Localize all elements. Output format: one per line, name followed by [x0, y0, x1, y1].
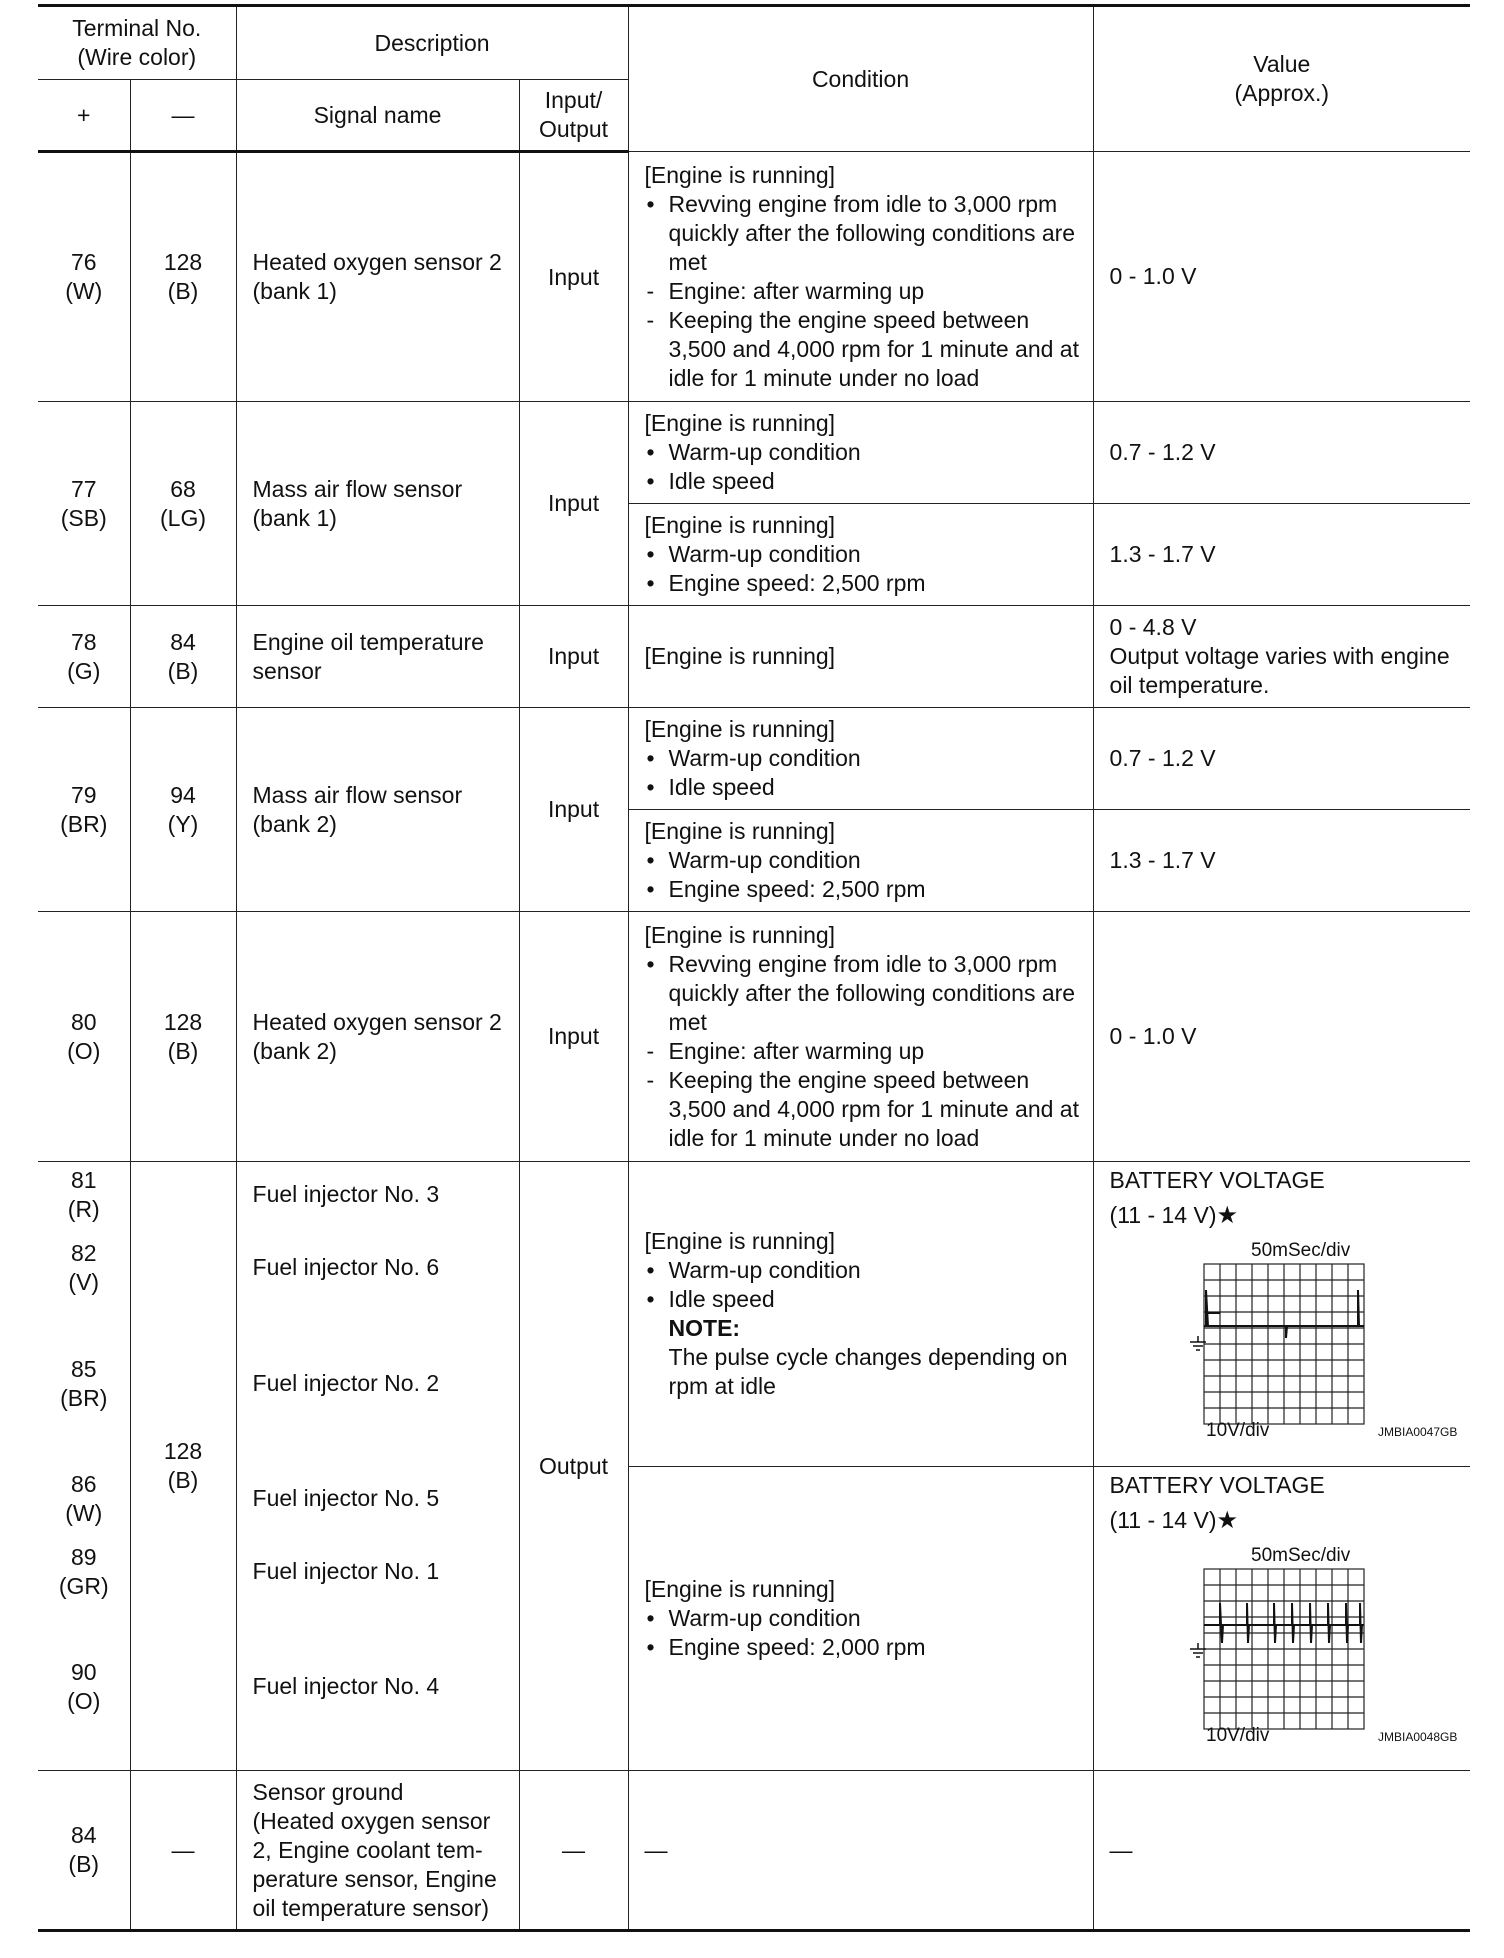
- value-range: (11 - 14 V): [1109, 1506, 1217, 1533]
- signal-name: [236, 606, 519, 708]
- io-cell: Output: [519, 1162, 628, 1771]
- condition-item: - Keeping the engine speed between 3,500 and 4,000 rpm for 1 minute and at idle for 1 minute under no load: [645, 306, 1083, 393]
- terminal-number: 76: [70, 249, 97, 275]
- star-icon: ★: [1216, 1202, 1238, 1229]
- signal-line: Sensor ground: [252, 1778, 404, 1805]
- signal-name-list: [236, 1162, 519, 1771]
- value-line: oil temperature.: [1109, 672, 1270, 698]
- terminal-number: 90: [70, 1659, 97, 1685]
- wire-color: (W): [65, 278, 103, 304]
- signal-line: (bank 1): [252, 278, 337, 304]
- signal-line: perature sensor, Engine: [252, 1865, 497, 1892]
- figure-code: JMBIA0048GB: [1377, 1729, 1457, 1741]
- minus-terminal: [130, 1162, 236, 1771]
- condition-cell: [628, 504, 1093, 606]
- value-line: BATTERY VOLTAGE: [1109, 1471, 1325, 1498]
- condition-item: • Revving engine from idle to 3,000 rpm quickly after the following conditions are met: [645, 950, 1083, 1037]
- value-line: BATTERY VOLTAGE: [1109, 1167, 1325, 1193]
- terminal-number: 79: [70, 781, 97, 808]
- terminal-table: [38, 4, 1470, 1932]
- wire-color: (B): [167, 657, 199, 684]
- condition-head: [Engine is running]: [644, 410, 836, 436]
- terminal-number: 128: [163, 1438, 203, 1464]
- wire-color: (B): [167, 1037, 199, 1064]
- time-scale-label: 50mSec/div: [1250, 1544, 1350, 1566]
- wire-color: (B): [167, 1467, 199, 1493]
- plus-terminal-list: [38, 1162, 130, 1771]
- wire-color: (BR): [60, 810, 108, 837]
- wire-color: (BR): [60, 1385, 108, 1411]
- minus-terminal: [130, 152, 236, 402]
- value-line: [1110, 1506, 1463, 1535]
- terminal-number: 84: [70, 1822, 97, 1848]
- oscilloscope-waveform-2000rpm: [1146, 1539, 1486, 1741]
- signal-name: [236, 402, 519, 606]
- signal-line: (bank 2): [252, 1037, 337, 1064]
- scope-grid: [1204, 1264, 1364, 1424]
- value-cell: [1093, 606, 1470, 708]
- condition-item: • Warm-up condition: [645, 540, 1083, 569]
- terminal-number: 78: [70, 628, 97, 655]
- injector-name: Fuel injector No. 4: [252, 1673, 440, 1699]
- plus-terminal: [38, 912, 130, 1162]
- condition-head: [Engine is running]: [644, 512, 836, 538]
- value-range: (11 - 14 V): [1109, 1202, 1217, 1228]
- io-cell: Input: [519, 708, 628, 912]
- wire-color: (B): [167, 278, 199, 304]
- note-text: The pulse cycle changes depending on rpm at idle: [668, 1343, 1068, 1399]
- condition-head: [Engine is running]: [644, 716, 836, 742]
- injector-terminal: [38, 1355, 130, 1413]
- terminal-number: 128: [163, 1008, 203, 1035]
- condition-head: [Engine is running]: [644, 921, 836, 948]
- condition-item: • Warm-up condition: [645, 438, 1083, 467]
- condition-head: [Engine is running]: [644, 161, 836, 188]
- terminal-number: 84: [170, 628, 196, 655]
- condition-item: • Revving engine from idle to 3,000 rpm quickly after the following conditions are met: [645, 190, 1083, 277]
- condition-item: • Engine speed: 2,500 rpm: [645, 875, 1083, 904]
- terminal-number: 81: [70, 1167, 97, 1193]
- terminal-number: 80: [70, 1008, 97, 1035]
- wire-color: (GR): [58, 1573, 109, 1599]
- plus-terminal: [38, 152, 130, 402]
- signal-line: (bank 1): [252, 504, 337, 531]
- wire-color: (B): [68, 1851, 100, 1877]
- plus-terminal: [38, 1771, 130, 1931]
- terminal-number: 86: [70, 1471, 97, 1497]
- condition-item: - Keeping the engine speed between 3,500 and 4,000 rpm for 1 minute and at idle for 1 minute under no load: [645, 1066, 1083, 1153]
- io-cell: —: [519, 1771, 628, 1931]
- minus-terminal: [130, 606, 236, 708]
- wire-color: (W): [65, 1500, 103, 1526]
- signal-line: Engine oil temperature: [252, 628, 484, 655]
- minus-header: —: [130, 80, 236, 152]
- condition-item: • Warm-up condition: [645, 1604, 1083, 1633]
- terminal-header-line1: Terminal No.: [72, 15, 202, 41]
- signal-line: Heated oxygen sensor 2: [252, 1008, 502, 1035]
- wire-color: (G): [67, 657, 101, 684]
- value-cell: 1.3 - 1.7 V: [1093, 504, 1470, 606]
- minus-terminal: [130, 912, 236, 1162]
- io-header: [519, 80, 628, 152]
- condition-head: [Engine is running]: [644, 1227, 836, 1254]
- condition-header: Condition: [628, 6, 1093, 152]
- condition-head: [Engine is running]: [644, 1575, 836, 1602]
- injector-name: Fuel injector No. 6: [252, 1254, 440, 1280]
- wire-color: (O): [67, 1688, 101, 1714]
- table-row: [38, 606, 1470, 708]
- plus-terminal: [38, 402, 130, 606]
- condition-cell: [628, 606, 1093, 708]
- value-line: Output voltage varies with engine: [1109, 643, 1450, 669]
- table-row: [38, 708, 1470, 810]
- condition-item: • Idle speed: [645, 467, 1083, 496]
- wire-color: (LG): [160, 504, 206, 531]
- injector-terminal: [38, 1658, 130, 1716]
- value-cell: 0.7 - 1.2 V: [1093, 708, 1470, 810]
- io-header-line1: Input/: [544, 87, 603, 113]
- minus-terminal: —: [130, 1771, 236, 1931]
- value-cell: 0 - 1.0 V: [1093, 912, 1470, 1162]
- terminal-number: 82: [70, 1240, 97, 1266]
- signal-name: [236, 152, 519, 402]
- signal-line: oil temperature sensor): [252, 1894, 490, 1921]
- value-cell: 1.3 - 1.7 V: [1093, 810, 1470, 912]
- note-label: NOTE:: [668, 1314, 741, 1341]
- condition-item: • Warm-up condition: [645, 846, 1083, 875]
- injector-name: Fuel injector No. 2: [252, 1370, 440, 1396]
- value-cell: [1093, 1466, 1470, 1771]
- condition-item: - Engine: after warming up: [645, 277, 1083, 306]
- signal-line: (bank 2): [252, 810, 337, 837]
- signal-name: [236, 912, 519, 1162]
- condition-item: • Engine speed: 2,500 rpm: [645, 569, 1083, 598]
- scope-grid: [1204, 1569, 1364, 1729]
- condition-cell: [628, 708, 1093, 810]
- injector-terminal: [38, 1239, 130, 1297]
- condition-cell: [628, 912, 1093, 1162]
- table-row: [38, 402, 1470, 504]
- signal-line: (Heated oxygen sensor: [252, 1807, 491, 1834]
- table-row: [38, 1771, 1470, 1931]
- volt-scale-label: 10V/div: [1205, 1724, 1269, 1741]
- condition-cell: [628, 1466, 1093, 1771]
- io-header-line2: Output: [539, 116, 609, 142]
- signal-line: Mass air flow sensor: [252, 781, 463, 808]
- value-cell: —: [1093, 1771, 1470, 1931]
- injector-name: Fuel injector No. 3: [252, 1181, 440, 1207]
- value-line: [1110, 1201, 1463, 1230]
- condition-item: • Warm-up condition: [645, 1256, 1083, 1285]
- value-header-line2: (Approx.): [1234, 80, 1330, 106]
- wire-color: (V): [68, 1269, 100, 1295]
- terminal-number: 68: [170, 475, 196, 502]
- terminal-header: [38, 6, 236, 80]
- condition-cell: [628, 1162, 1093, 1467]
- plus-terminal: [38, 708, 130, 912]
- io-cell: Input: [519, 402, 628, 606]
- signal-line: Mass air flow sensor: [252, 475, 463, 502]
- volt-scale-label: 10V/div: [1205, 1420, 1269, 1436]
- condition-head: [Engine is running]: [644, 818, 836, 844]
- injector-name: Fuel injector No. 5: [252, 1485, 440, 1511]
- plus-header: +: [38, 80, 130, 152]
- terminal-number: 128: [163, 249, 203, 275]
- condition-item: • Idle speed: [645, 773, 1083, 802]
- signal-name: [236, 1771, 519, 1931]
- injector-terminal: [38, 1543, 130, 1601]
- plus-terminal: [38, 606, 130, 708]
- injector-terminal: [38, 1166, 130, 1224]
- wire-color: (R): [67, 1196, 100, 1222]
- value-cell: [1093, 1162, 1470, 1467]
- condition-item: • Warm-up condition: [645, 744, 1083, 773]
- value-header: [1093, 6, 1470, 152]
- description-header: Description: [236, 6, 628, 80]
- signal-line: Heated oxygen sensor 2: [252, 249, 502, 275]
- condition-item: - Engine: after warming up: [645, 1037, 1083, 1066]
- wire-color: (SB): [60, 504, 107, 531]
- wire-color: (Y): [167, 810, 199, 837]
- condition-item: • Idle speed: [645, 1285, 1083, 1314]
- signal-line: sensor: [252, 657, 322, 684]
- star-icon: ★: [1216, 1506, 1238, 1534]
- condition-cell: [628, 402, 1093, 504]
- oscilloscope-waveform-idle: [1146, 1234, 1486, 1436]
- condition-head: [Engine is running]: [644, 643, 836, 669]
- io-cell: Input: [519, 606, 628, 708]
- value-cell: 0.7 - 1.2 V: [1093, 402, 1470, 504]
- injector-name: Fuel injector No. 1: [252, 1558, 440, 1584]
- condition-cell: [628, 152, 1093, 402]
- table-row: [38, 152, 1470, 402]
- io-cell: Input: [519, 152, 628, 402]
- value-line: 0 - 4.8 V: [1109, 614, 1197, 640]
- signal-line: 2, Engine coolant tem-: [252, 1836, 483, 1863]
- signal-name-header: Signal name: [236, 80, 519, 152]
- terminal-number: 89: [70, 1544, 97, 1570]
- figure-code: JMBIA0047GB: [1377, 1425, 1457, 1436]
- minus-terminal: [130, 708, 236, 912]
- table-row: [38, 912, 1470, 1162]
- minus-terminal: [130, 402, 236, 606]
- time-scale-label: 50mSec/div: [1250, 1240, 1350, 1261]
- table-row: [38, 1162, 1470, 1467]
- condition-item: • Engine speed: 2,000 rpm: [645, 1633, 1083, 1662]
- wire-color: (O): [67, 1037, 101, 1064]
- value-cell: 0 - 1.0 V: [1093, 152, 1470, 402]
- condition-cell: [628, 810, 1093, 912]
- injector-terminal: [38, 1470, 130, 1528]
- io-cell: Input: [519, 912, 628, 1162]
- terminal-number: 94: [170, 781, 196, 808]
- value-header-line1: Value: [1253, 51, 1311, 77]
- terminal-number: 77: [70, 475, 97, 502]
- condition-cell: —: [628, 1771, 1093, 1931]
- terminal-number: 85: [70, 1356, 97, 1382]
- signal-name: [236, 708, 519, 912]
- terminal-header-line2: (Wire color): [77, 44, 197, 70]
